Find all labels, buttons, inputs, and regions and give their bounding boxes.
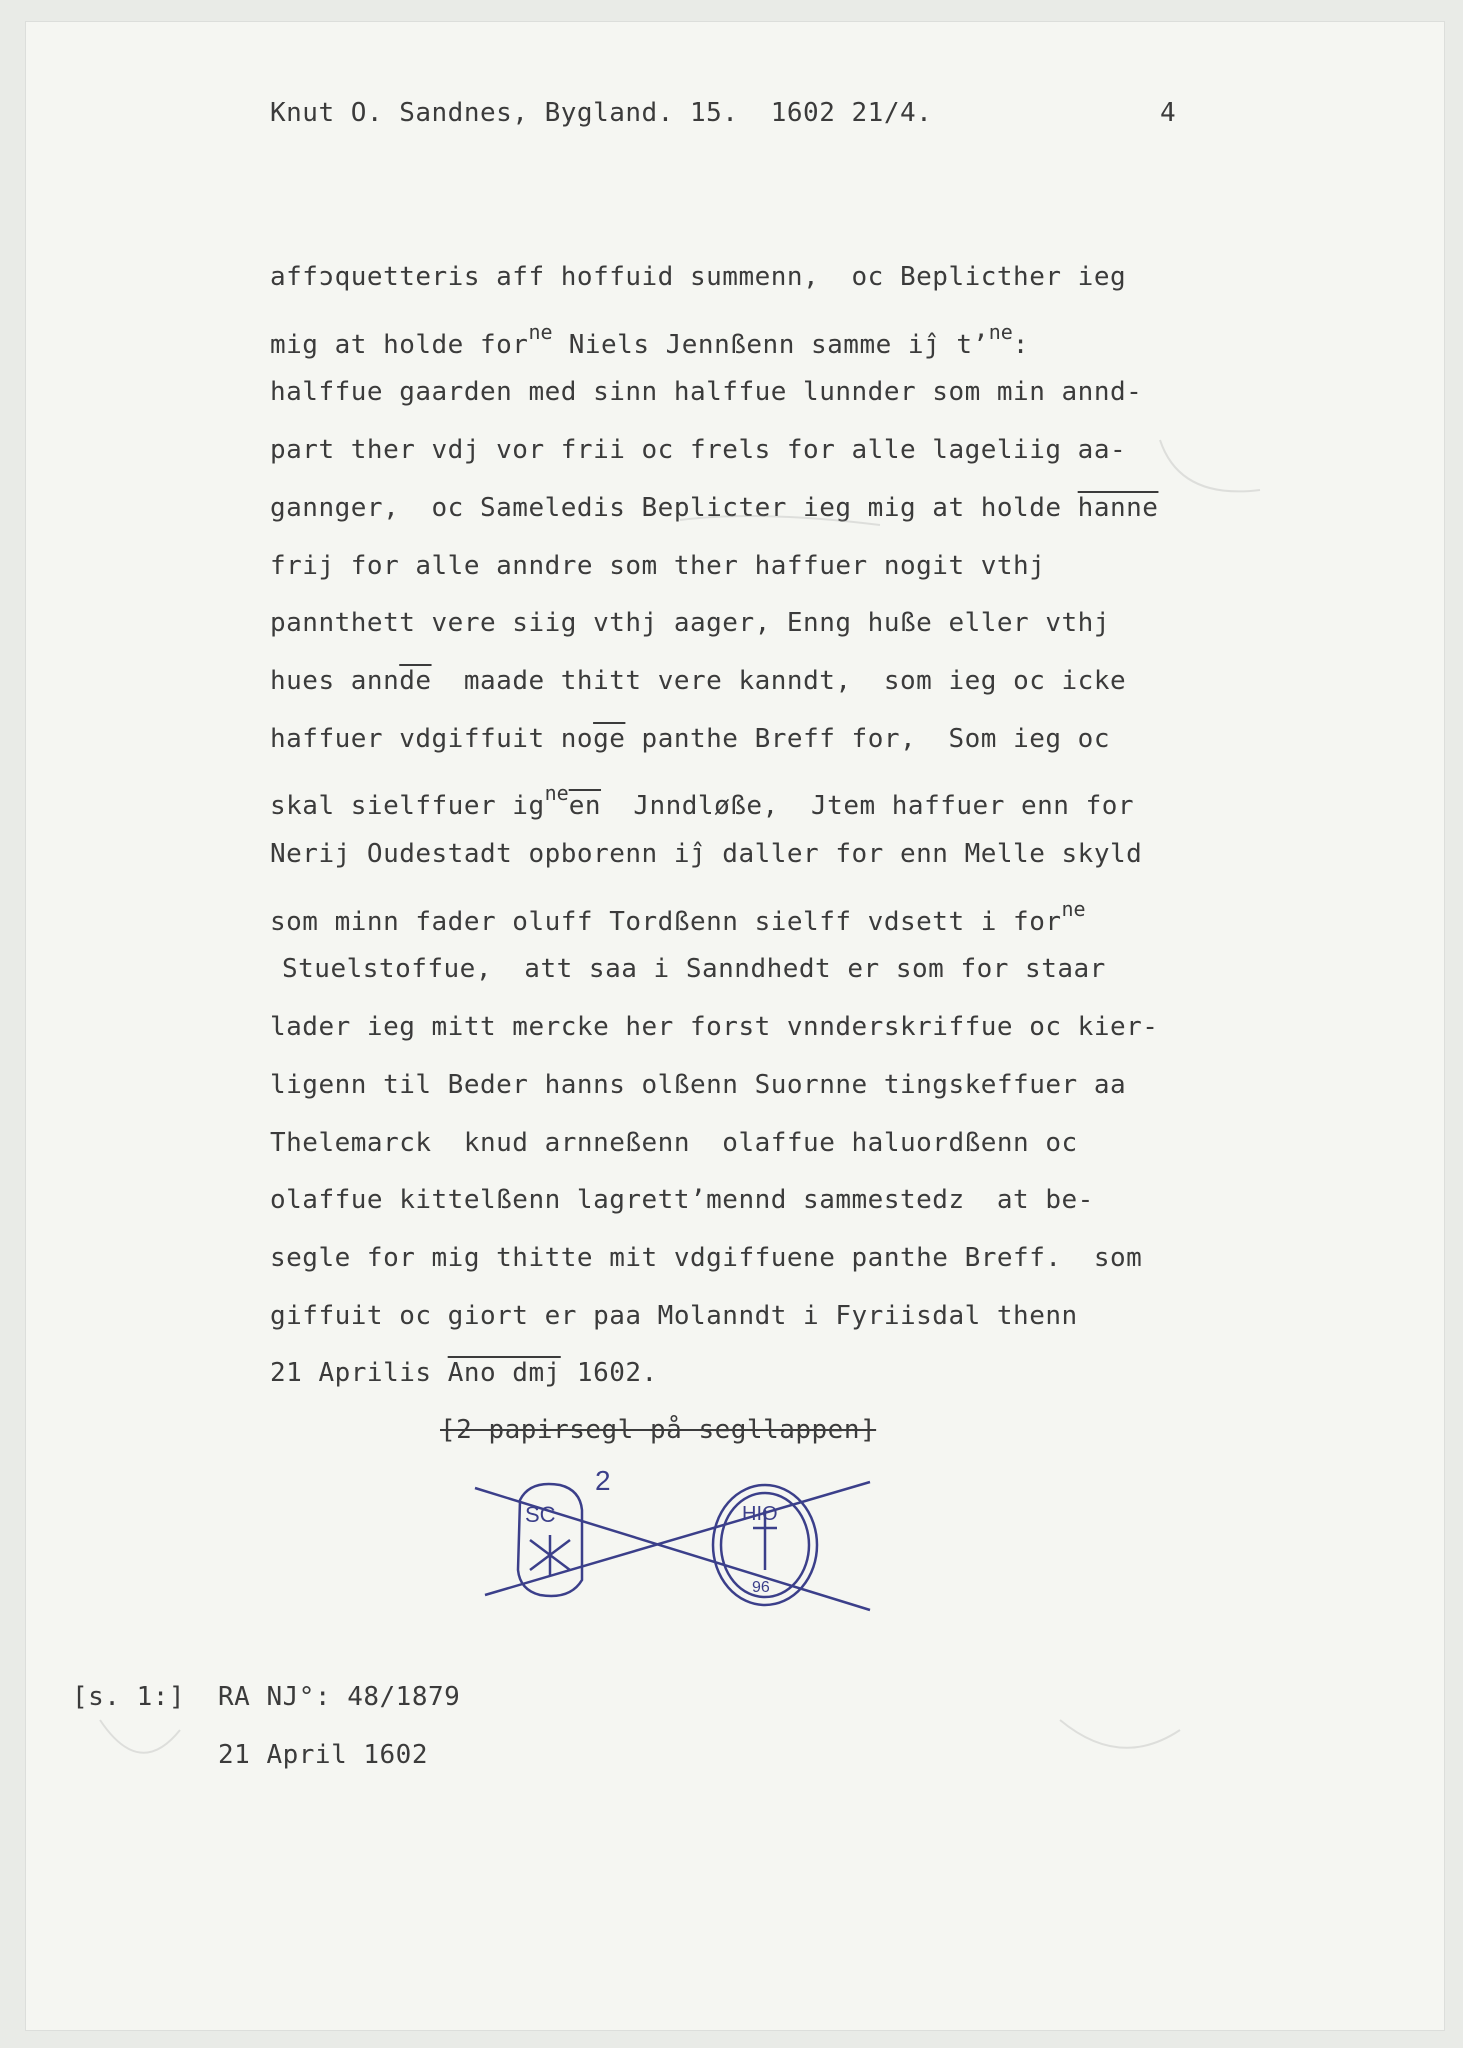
line-text: pannthett vere siig vthj aager, Enng hußе eller vthj — [270, 608, 1110, 639]
bleed-through-marks — [60, 80, 1360, 1980]
page-number: 4 — [1160, 98, 1177, 128]
right-seal-letters: HIO — [742, 1503, 778, 1525]
line-text: skal sielffuer ig — [270, 791, 545, 822]
line-text: 21 Aprilis — [270, 1358, 448, 1389]
archive-reference: RA NJ°: 48/1879 — [218, 1682, 461, 1712]
abbreviation-mark: hanne — [1077, 492, 1159, 523]
right-seal-number: 96 — [752, 1579, 770, 1596]
line-text: hues ann — [270, 665, 400, 696]
left-seal-letters: SC — [525, 1502, 556, 1527]
superscript-abbrev: ne — [544, 781, 569, 806]
archive-label: [s. 1:] — [72, 1682, 186, 1712]
line-text: segle for mig thitte mit vdgiffuene panthe Breff. som — [270, 1242, 1143, 1273]
seal-number: 2 — [595, 1465, 611, 1496]
line-text: giffuit oc giort er paa Molanndt i Fyriisdal thenn — [270, 1300, 1078, 1331]
line-text: Stuelstoffue, att saa i Sanndhedt er som for staar — [282, 954, 1106, 985]
abbreviation-mark: $\overline{en}$ — [568, 791, 602, 822]
abbreviation-mark: $\overline{ge}$ — [593, 723, 626, 754]
line-text: : — [1012, 329, 1029, 360]
line-text: Thelemarck knud arnneßenn olaffue haluordßenn oc — [270, 1127, 1078, 1158]
line-text: maade thitt vere kanndt, som ieg oc icke — [431, 665, 1127, 696]
line-text: affɔquetteris aff hoffuid summenn, oc Beplicther ieg — [270, 262, 1127, 292]
abbreviation-mark: Ano dmj — [447, 1358, 561, 1389]
line-text: lader ieg mitt mercke her forst vnnderskriffue oc kier- — [270, 1012, 1159, 1043]
archive-date: 21 April 1602 — [218, 1740, 428, 1770]
seal-note: [2 papirsegl på segllappen] — [440, 1415, 877, 1445]
line-text: gannger, oc Sameledis Beplicter ieg mig at holde — [270, 492, 1078, 523]
line-text: panthe Breff for, Som ieg oc — [625, 723, 1110, 754]
line-text: part ther vdj vor frii oc frels for alle lageliig aa- — [270, 435, 1127, 466]
line-text: som minn fader oluff Tordßenn sielff vdsett i for — [270, 906, 1062, 937]
line-text: Niels Jennßenn samme iĵ t’ — [552, 329, 989, 360]
line-text: Jnndløße, Jtem haffuer enn for — [601, 791, 1135, 822]
line-text: 1602. — [560, 1358, 658, 1389]
document-header-title: Knut O. Sandnes, Bygland. 15. 1602 21/4. — [270, 98, 933, 128]
superscript-abbrev: ne — [988, 319, 1013, 344]
line-text: ligenn til Beder hanns olßenn Suornne tingskeffuer aa — [270, 1069, 1127, 1100]
superscript-abbrev: ne — [1061, 896, 1086, 921]
superscript-abbrev: ne — [528, 319, 553, 344]
line-text: Nerij Oudestadt opborenn iĵ daller for enn Melle skyld — [270, 839, 1143, 869]
line-text: frij for alle anndre som ther haffuer nogit vthj — [270, 550, 1046, 581]
line-text: olaffue kittelßenn lagrett’mennd sammestedz at be- — [270, 1185, 1094, 1216]
line-text: haffuer vdgiffuit no — [270, 723, 594, 754]
line-text: halffue gaarden med sinn halffue lunnder som min annd- — [270, 377, 1143, 408]
abbreviation-mark: $\overline{de}$ — [399, 665, 432, 696]
line-text: mig at holde for — [270, 329, 529, 360]
